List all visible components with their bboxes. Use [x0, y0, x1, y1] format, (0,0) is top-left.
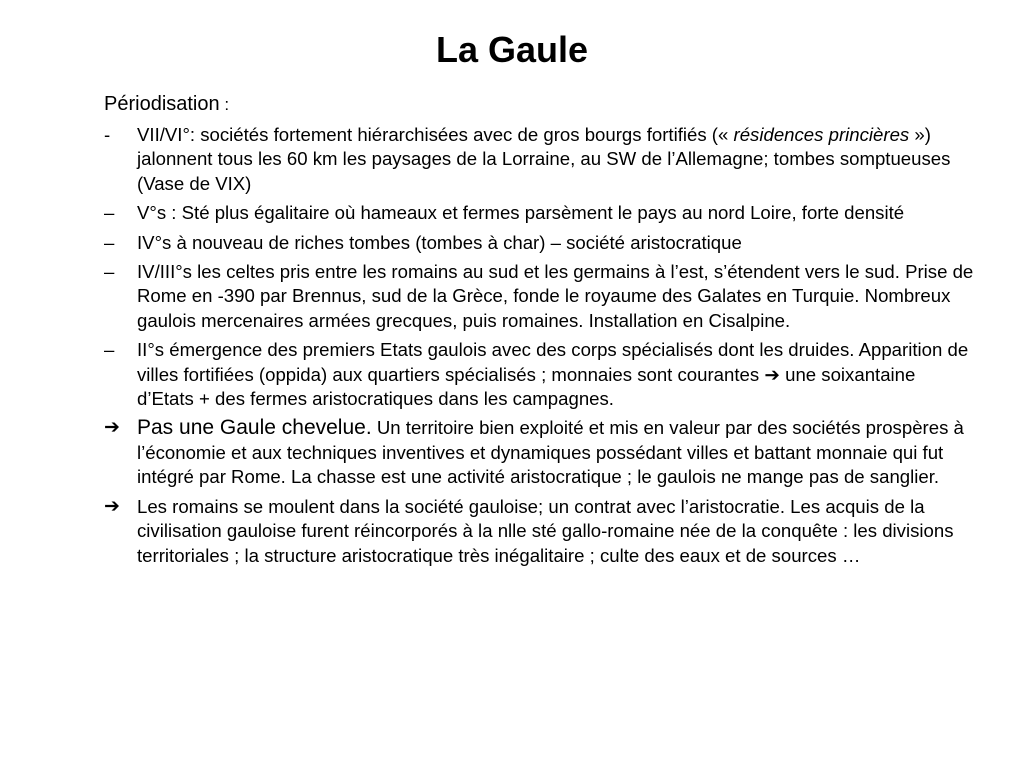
list-item — [104, 495, 974, 568]
bullet-list — [104, 123, 974, 573]
item-text: Les romains se moulent dans la société gauloise; un contrat avec l’aristocratie. Les acquis de la civilisation gauloise furent réincorporés à la nlle sté gallo-romaine née de la conquête : les divisions territoriales ; la structure aristocratique très inégalitaire ; culte des eaux et de sources … — [137, 495, 954, 566]
list-item — [104, 260, 974, 333]
list-item — [104, 231, 974, 255]
item-text: IV°s à nouveau de riches tombes (tombes à char) – société aristocratique — [137, 231, 742, 253]
item-lead: Pas une Gaule chevelue. — [137, 416, 372, 440]
item-text: Un territoire bien exploité et mis en valeur par des sociétés prospères à l’économie et aux techniques inventives et dynamiques possédant villes et battant monnaie qui fut intégré par Rome. La chasse est une activité aristocratique ; le gaulois ne mange pas de sanglier. — [137, 417, 964, 488]
list-item — [104, 416, 974, 489]
item-text: IV/III°s les celtes pris entre les romains au sud et les germains à l’est, s’étendent vers le sud. Prise de Rome en -390 par Brennus, sud de la Grèce, fonde le royaume des Galates en Turquie. Nombreux gaulois mercenaires armées grecques, puis romaines. Installation en Cisalpine. — [137, 261, 974, 331]
section-heading-text: Périodisation — [104, 93, 220, 115]
list-item — [104, 201, 974, 225]
arrow-bullet-icon: ➔ — [104, 417, 120, 439]
dash-bullet: – — [104, 261, 115, 283]
list-item — [104, 123, 974, 196]
arrow-bullet-icon: ➔ — [104, 495, 120, 517]
dash-bullet: - — [104, 124, 111, 145]
dash-bullet: – — [104, 339, 115, 361]
slide-title: La Gaule — [435, 29, 589, 70]
arrow-icon: ➔ — [764, 363, 780, 385]
item-text-cont: ») jalonnent tous les 60 km les paysages de la Lorraine, au SW de l’Allemagne; tombes somptueuses (Vase de VIX) — [137, 124, 951, 194]
list-item — [104, 338, 974, 411]
section-heading — [104, 92, 229, 117]
dash-bullet: – — [104, 231, 115, 253]
dash-bullet: – — [104, 202, 115, 224]
item-text: II°s émergence des premiers Etats gaulois avec des corps spécialisés dont les druides. Apparition de villes fortifiées (oppida) aux quartiers spécialisés ; monnaies sont courantes — [137, 339, 969, 385]
item-text: V°s : Sté plus égalitaire où hameaux et fermes parsèment le pays au nord Loire, forte densité — [137, 202, 905, 224]
item-text: VII/VI°: sociétés fortement hiérarchisées avec de gros bourgs fortifiés (« — [137, 124, 734, 145]
item-emphasis: résidences princières — [733, 124, 910, 145]
section-heading-colon: : — [219, 95, 230, 114]
item-text-cont: une soixantaine d’Etats + des fermes aristocratiques dans les campagnes. — [137, 363, 916, 410]
